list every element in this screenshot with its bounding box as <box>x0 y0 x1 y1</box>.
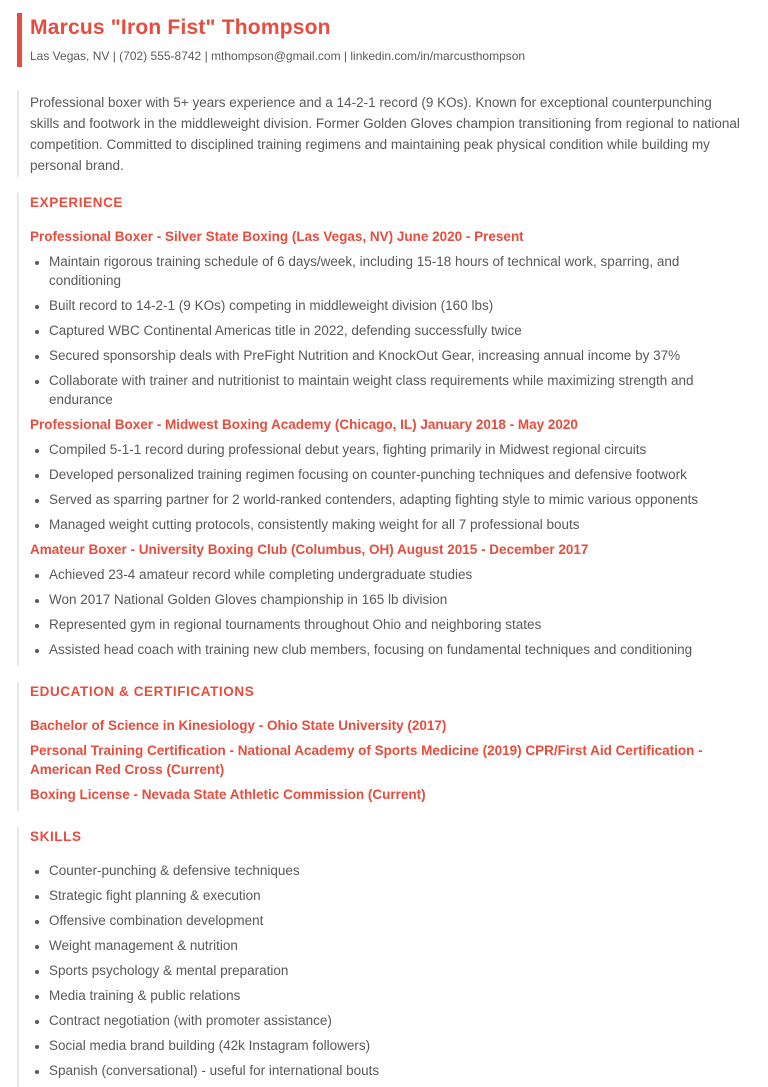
job-entry <box>30 227 740 409</box>
skills-list <box>30 861 740 1080</box>
education-entries <box>30 716 740 804</box>
section-title-skills: SKILLS <box>30 829 82 844</box>
job-entry <box>30 415 740 534</box>
skill-item: • Media training & public relations <box>49 986 740 1005</box>
skill-item: • Sports psychology & mental preparation <box>49 961 740 980</box>
education-section <box>17 682 740 811</box>
job-bullets <box>30 440 740 534</box>
skill-item: • Weight management & nutrition <box>49 936 740 955</box>
bullet-item: • Built record to 14-2-1 (9 KOs) competing in middleweight division (160 lbs) <box>49 296 740 315</box>
section-title-education: EDUCATION & CERTIFICATIONS <box>30 684 255 699</box>
job-heading: Professional Boxer - Midwest Boxing Academy (Chicago, IL) January 2018 - May 2020 <box>30 417 578 432</box>
education-entry: Bachelor of Science in Kinesiology - Ohio State University (2017) <box>30 718 447 733</box>
bullet-item: • Collaborate with trainer and nutritionist to maintain weight class requirements while maximizing strength and endurance <box>49 371 740 409</box>
section-title-experience: EXPERIENCE <box>30 195 124 210</box>
skill-item: • Strategic fight planning & execution <box>49 886 740 905</box>
experience-section <box>17 193 740 666</box>
bullet-item: • Represented gym in regional tournaments throughout Ohio and neighboring states <box>49 615 740 634</box>
bullet-item: • Managed weight cutting protocols, consistently making weight for all 7 professional bouts <box>49 515 740 534</box>
bullet-item: • Compiled 5-1-1 record during professional debut years, fighting primarily in Midwest regional circuits <box>49 440 740 459</box>
bullet-item: • Assisted head coach with training new club members, focusing on fundamental techniques and conditioning <box>49 640 740 659</box>
bullet-item: • Developed personalized training regimen focusing on counter-punching techniques and defensive footwork <box>49 465 740 484</box>
education-entry: Personal Training Certification - National Academy of Sports Medicine (2019) CPR/First Aid Certification - American Red Cross (Current) <box>30 743 703 777</box>
bullet-item: • Won 2017 National Golden Gloves championship in 165 lb division <box>49 590 740 609</box>
job-heading: Professional Boxer - Silver State Boxing (Las Vegas, NV) June 2020 - Present <box>30 229 524 244</box>
bullet-item: • Captured WBC Continental Americas title in 2022, defending successfully twice <box>49 321 740 340</box>
skill-item: • Spanish (conversational) - useful for international bouts <box>49 1061 740 1080</box>
bullet-item: • Served as sparring partner for 2 world-ranked contenders, adapting fighting style to mimic various opponents <box>49 490 740 509</box>
education-entry: Boxing License - Nevada State Athletic Commission (Current) <box>30 787 426 802</box>
bullet-item: • Achieved 23-4 amateur record while completing undergraduate studies <box>49 565 740 584</box>
skill-item: • Counter-punching & defensive techniques <box>49 861 740 880</box>
contact-info: Las Vegas, NV | (702) 555-8742 | mthompson@gmail.com | linkedin.com/in/marcusthompson <box>30 49 526 63</box>
job-entry <box>30 540 740 659</box>
bullet-item: • Maintain rigorous training schedule of 6 days/week, including 15-18 hours of technical work, sparring, and conditioning <box>49 252 740 290</box>
skill-item: • Contract negotiation (with promoter assistance) <box>49 1011 740 1030</box>
job-bullets <box>30 252 740 409</box>
skill-item: • Social media brand building (42k Instagram followers) <box>49 1036 740 1055</box>
bullet-item: • Secured sponsorship deals with PreFight Nutrition and KnockOut Gear, increasing annual income by 37% <box>49 346 740 365</box>
skill-item: • Offensive combination development <box>49 911 740 930</box>
resume-header <box>17 13 740 67</box>
skills-section <box>17 827 740 1087</box>
job-heading: Amateur Boxer - University Boxing Club (Columbus, OH) August 2015 - December 2017 <box>30 542 589 557</box>
summary-text: Professional boxer with 5+ years experience and a 14-2-1 record (9 KOs). Known for exceptional counterpunching skills and footwork in the middleweight division. Former Golden Gloves champion transitioning from regional to national competition. Committed to disciplined training regimens and maintaining peak physical condition while building my personal brand. <box>30 95 740 173</box>
job-bullets <box>30 565 740 659</box>
candidate-name: Marcus "Iron Fist" Thompson <box>30 16 331 39</box>
summary-section <box>17 90 740 177</box>
